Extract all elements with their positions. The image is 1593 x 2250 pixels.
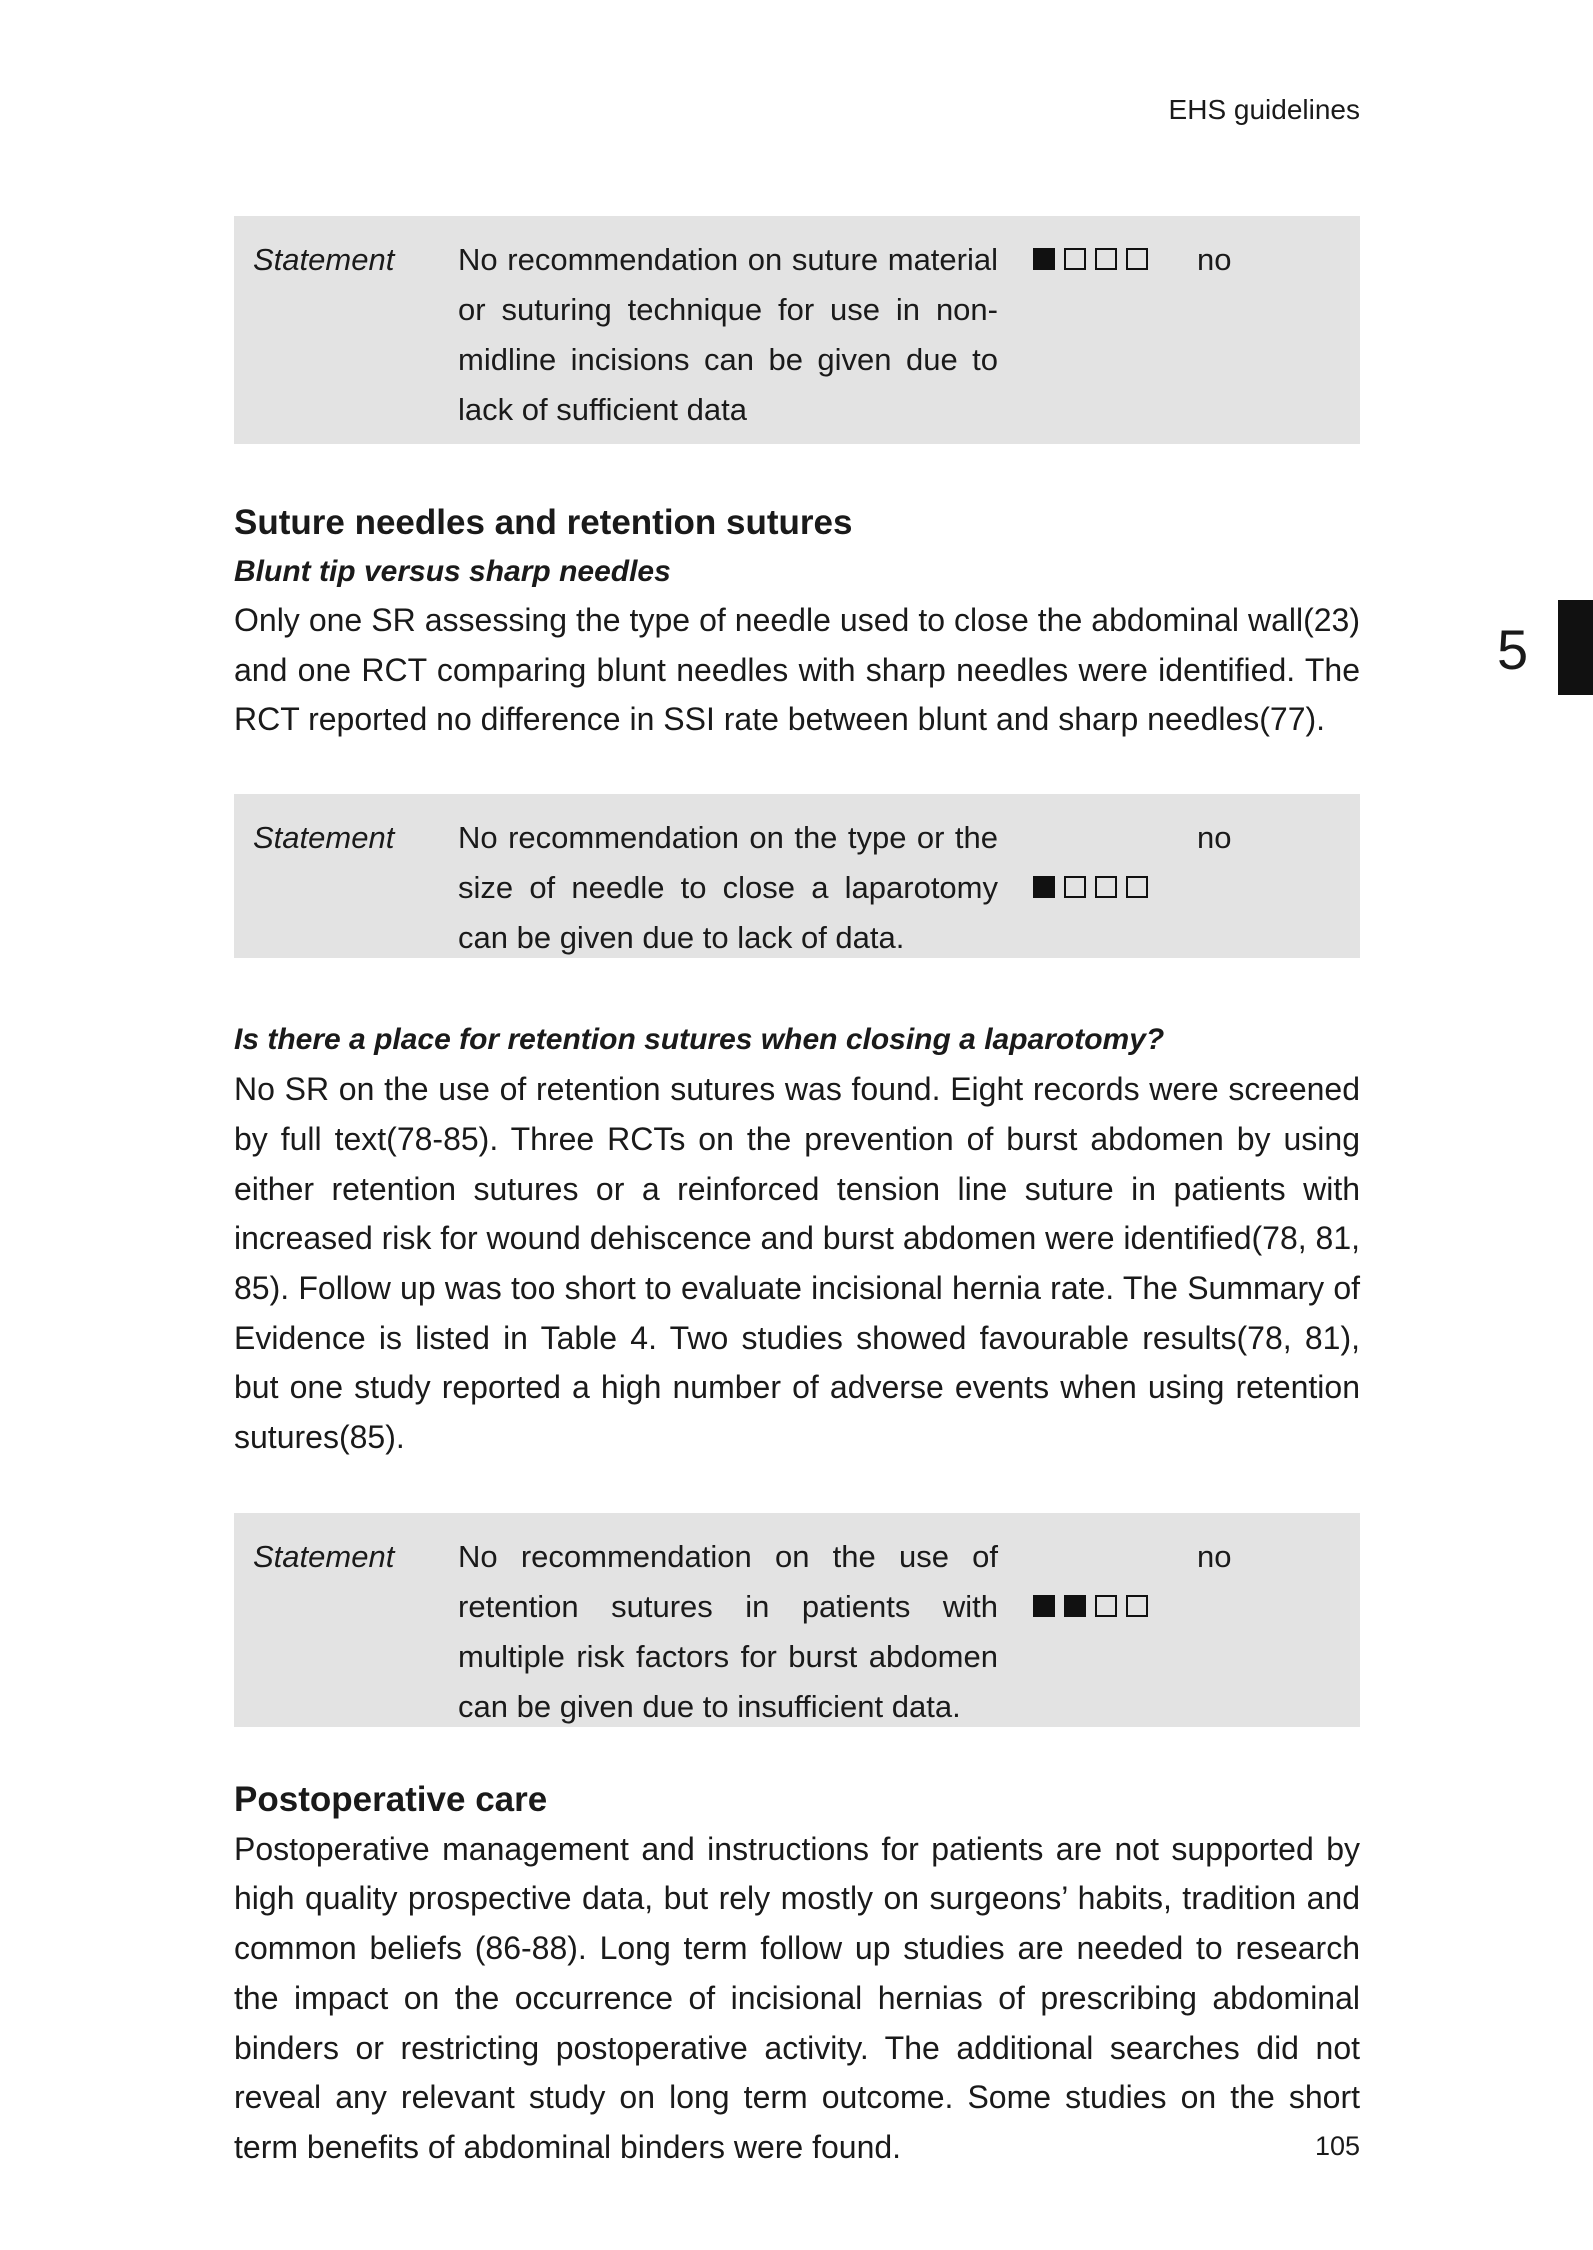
subheading-retention-sutures: Is there a place for retention sutures when closing a laparotomy?	[234, 1023, 1165, 1057]
grade-square-empty	[1095, 876, 1117, 898]
statement-text: No recommendation on the type or the size of needle to close a laparotomy can be given due to lack of data.	[458, 820, 998, 956]
recommendation-strength: no	[1197, 820, 1232, 856]
page-number: 105	[1314, 2131, 1360, 2161]
section-heading-suture-needles: Suture needles and retention sutures	[234, 503, 853, 542]
statement-label: Statement	[253, 242, 395, 277]
statement-box-3	[234, 1513, 1360, 1727]
evidence-grade-icon	[1033, 863, 1157, 913]
grade-square-empty	[1095, 1595, 1117, 1617]
chapter-number: 5	[1497, 618, 1529, 681]
section-heading-postoperative: Postoperative care	[234, 1779, 548, 1819]
grade-square-empty	[1064, 876, 1086, 898]
grade-square-empty	[1126, 248, 1148, 270]
page-body	[234, 216, 1360, 2173]
paragraph-postoperative: Postoperative management and instructions for patients are not supported by high quality prospective data, but rely mostly on surgeons’ habits, tradition and common beliefs (86-88). Long term follow up studies are needed to research the impact on the occurrence of incisional hernias of prescribing abdominal binders or restricting postoperative activity. The additional searches did not reveal any relevant study on long term outcome. Some studies on the short term benefits of abdominal binders were found.	[234, 1830, 1360, 2165]
chapter-tab-marker	[1558, 600, 1593, 695]
statement-label: Statement	[253, 820, 395, 856]
grade-square-filled	[1033, 248, 1055, 270]
paragraph-retention-sutures: No SR on the use of retention sutures was found. Eight records were screened by full text(78-85). Three RCTs on the prevention of burst abdomen by using either retention sutures or a reinforced tension line suture in patients with increased risk for wound dehiscence and burst abdomen were identified(78, 81, 85). Follow up was too short to evaluate incisional hernia rate. The Summary of Evidence is listed in Table 4. Two studies showed favourable results(78, 81), but one study reported a high number of adverse events when using retention sutures(85).	[234, 1071, 1360, 1456]
recommendation-strength: no	[1197, 242, 1232, 277]
grade-square-filled	[1033, 1595, 1055, 1617]
paragraph-blunt-tip: Only one SR assessing the type of needle used to close the abdominal wall(23) and one RCT comparing blunt needles with sharp needles were identified. The RCT reported no difference in SSI rate between blunt and sharp needles(77).	[234, 602, 1360, 738]
grade-square-empty	[1064, 248, 1086, 270]
evidence-grade-icon	[1033, 235, 1157, 285]
statement-box-2	[234, 794, 1360, 958]
grade-square-filled	[1033, 876, 1055, 898]
recommendation-strength: no	[1197, 1538, 1232, 1574]
running-head: EHS guidelines	[1168, 94, 1360, 125]
subheading-blunt-tip: Blunt tip versus sharp needles	[234, 555, 671, 588]
statement-text: No recommendation on suture material or suturing technique for use in non-midline incisions can be given due to lack of sufficient data	[458, 242, 998, 427]
grade-square-filled	[1064, 1595, 1086, 1617]
grade-square-empty	[1126, 1595, 1148, 1617]
grade-square-empty	[1126, 876, 1148, 898]
statement-label: Statement	[253, 1538, 395, 1574]
statement-text: No recommendation on the use of retention sutures in patients with multiple risk factors for burst abdomen can be given due to insufficient data.	[458, 1538, 998, 1724]
statement-box-1	[234, 216, 1360, 444]
evidence-grade-icon	[1033, 1582, 1157, 1632]
grade-square-empty	[1095, 248, 1117, 270]
